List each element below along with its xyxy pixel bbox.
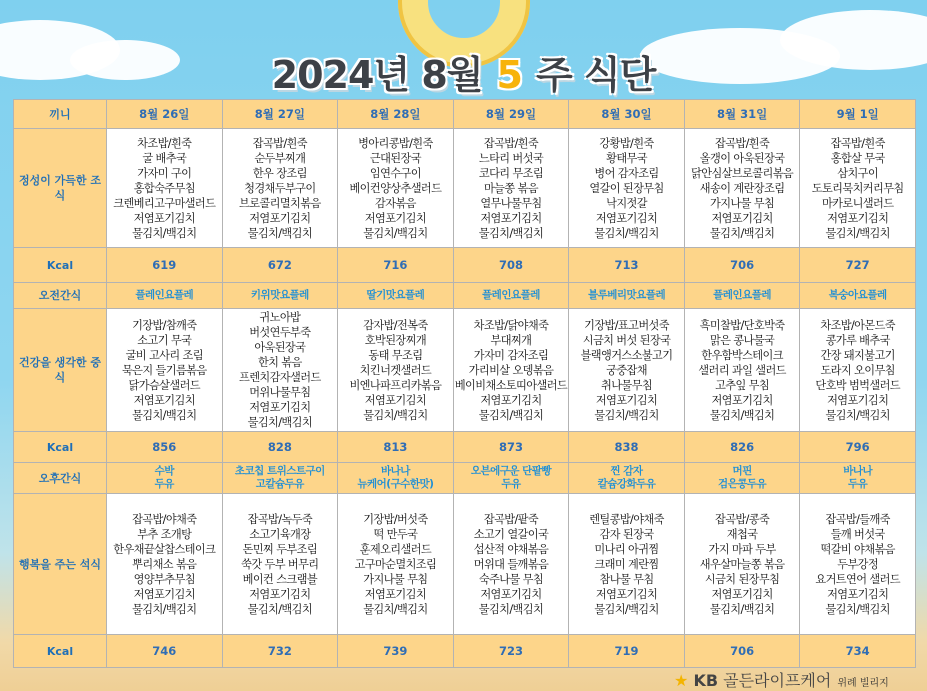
dinner-cell (222, 494, 338, 635)
menu-item: 묵은지 들기름볶음 (121, 363, 207, 377)
menu-item: 물김치/백김치 (825, 226, 890, 240)
menu-item: 임연수구이 (369, 166, 421, 180)
menu-item: 물김치/백김치 (363, 408, 428, 422)
menu-item: 크렌베리고구마샐러드 (113, 196, 216, 210)
morning-snack-cell: 플레인요플레 (684, 283, 800, 309)
menu-item: 잡곡밥/흰죽 (830, 136, 885, 150)
menu-item: 가지나물 무침 (363, 572, 428, 586)
branch-name: 위례 빌리지 (837, 678, 889, 689)
menu-item: 올갱이 아욱된장국 (699, 151, 785, 165)
morning-snack-cell: 블루베리맛요플레 (569, 283, 685, 309)
menu-item: 물김치/백김치 (709, 408, 775, 422)
menu-item: 베이컨 스크램블 (242, 572, 318, 586)
menu-item: 비엔나파프리카볶음 (349, 378, 442, 392)
menu-item: 호박된장찌개 (364, 333, 427, 347)
menu-item: 크래미 계란찜 (594, 557, 659, 571)
kcal-value: 734 (800, 635, 916, 668)
kcal-value: 723 (453, 635, 569, 668)
menu-item: 브로콜리멸치볶음 (239, 196, 321, 210)
lunch-cell (569, 309, 685, 432)
morning-snack-row (14, 283, 916, 309)
dinner-cell (338, 494, 454, 635)
menu-item: 굴비 고사리 조림 (125, 348, 203, 362)
weekly-menu-table (13, 99, 916, 668)
menu-item: 물김치/백김치 (363, 226, 428, 240)
menu-item: 흑미찰밥/단호박죽 (699, 318, 785, 332)
menu-item: 블랙앵거스소불고기 (580, 348, 673, 362)
menu-item: 잡곡밥/팥죽 (483, 512, 539, 526)
menu-item: 훈제오리샐러드 (359, 542, 432, 556)
menu-item: 저염포기김치 (133, 393, 195, 407)
menu-item: 부추 조개탕 (137, 527, 192, 541)
kcal-value: 706 (684, 248, 800, 283)
menu-item: 물김치/백김치 (709, 226, 775, 240)
menu-item: 칼슘강화두유 (597, 478, 656, 490)
menu-item: 고추잎 무침 (715, 378, 770, 392)
menu-item: 감자밥/전복죽 (363, 318, 428, 332)
morning-snack-cell: 복숭아요플레 (800, 283, 916, 309)
menu-item: 머위대 들깨볶음 (473, 557, 549, 571)
menu-item: 동태 무조림 (368, 348, 423, 362)
meal-header-label: 끼니 (14, 100, 107, 129)
menu-item: 섭산적 야채볶음 (473, 542, 549, 556)
menu-item: 저염포기김치 (711, 211, 773, 225)
menu-item: 물김치/백김치 (478, 408, 544, 422)
morning-snack-label: 오전간식 (14, 283, 107, 309)
menu-item: 가자미 감자조림 (473, 348, 549, 362)
menu-item: 영양부추무침 (133, 572, 195, 586)
lunch-cell (338, 309, 454, 432)
menu-item: 콩가루 배추국 (825, 333, 890, 347)
kcal-value: 739 (338, 635, 454, 668)
menu-item: 코다리 무조림 (478, 166, 544, 180)
menu-item: 차조밥/닭야채죽 (473, 318, 549, 332)
menu-item: 뿌리채소 볶음 (132, 557, 197, 571)
menu-item: 느타리 버섯국 (478, 151, 544, 165)
menu-item: 쑥갓 두부 버무리 (241, 557, 319, 571)
menu-item: 치킨너겟샐러드 (359, 363, 432, 377)
menu-item: 물김치/백김치 (709, 602, 775, 616)
menu-item: 저염포기김치 (249, 211, 311, 225)
kcal-value: 813 (338, 432, 454, 463)
menu-item: 뉴케어(구수한맛) (357, 478, 434, 490)
menu-item: 바나나 (843, 465, 873, 477)
day-header: 8월 30일 (569, 100, 685, 129)
menu-item: 홍합살 무국 (830, 151, 885, 165)
menu-item: 베이컨양상추샐러드 (349, 181, 442, 195)
menu-item: 시금치 버섯 된장국 (582, 333, 671, 347)
menu-item: 참나물 무침 (599, 572, 654, 586)
menu-item: 잡곡밥/콩죽 (714, 512, 770, 526)
menu-item: 바나나 (380, 465, 410, 477)
menu-item: 취나물무침 (601, 378, 653, 392)
menu-item: 소고기육개장 (249, 527, 311, 541)
dinner-row (14, 494, 916, 635)
menu-item: 저염포기김치 (827, 211, 889, 225)
lunch-cell (222, 309, 338, 432)
menu-item: 잡곡밥/녹두죽 (247, 512, 313, 526)
menu-item: 검은콩두유 (717, 478, 767, 490)
menu-item: 열갈이 된장무침 (589, 181, 664, 195)
menu-item: 물김치/백김치 (478, 602, 544, 616)
menu-item: 닭안심살브로콜리볶음 (691, 166, 794, 180)
menu-item: 감자 된장국 (599, 527, 654, 541)
menu-item: 재첩국 (726, 527, 758, 541)
menu-item: 요거트연어 샐러드 (815, 572, 900, 586)
kcal-value: 713 (569, 248, 685, 283)
day-header: 8월 31일 (684, 100, 800, 129)
menu-item: 차조밥/아몬드죽 (820, 318, 895, 332)
kcal-label: Kcal (14, 635, 107, 668)
dinner-cell (569, 494, 685, 635)
breakfast-cell (453, 129, 569, 248)
menu-item: 굴 배추국 (142, 151, 187, 165)
kcal-value: 727 (800, 248, 916, 283)
menu-item: 두유 (501, 478, 521, 490)
menu-item: 병아리콩밥/흰죽 (358, 136, 433, 150)
title-prefix: 2024년 8월 (271, 53, 483, 97)
menu-item: 오븐에구운 단팥빵 (470, 465, 552, 477)
breakfast-cell (222, 129, 338, 248)
kcal-value: 716 (338, 248, 454, 283)
menu-item: 새송이 계란장조림 (699, 181, 785, 195)
kcal-value: 746 (107, 635, 223, 668)
menu-item: 한우채끝살찹스테이크 (113, 542, 216, 556)
dinner-kcal-row (14, 635, 916, 668)
menu-item: 고구마순멸치조림 (354, 557, 437, 571)
dinner-label: 행복을 주는 석식 (14, 494, 107, 635)
day-header: 8월 26일 (107, 100, 223, 129)
brand-name: 골든라이프케어 (723, 671, 832, 690)
kcal-value: 828 (222, 432, 338, 463)
menu-item: 기장밥/표고버섯죽 (584, 318, 669, 332)
menu-item: 순두부찌개 (254, 151, 306, 165)
menu-item: 가리비살 오뎅볶음 (468, 363, 554, 377)
menu-item: 수박 (154, 465, 174, 477)
menu-item: 돈민찌 두부조림 (242, 542, 318, 556)
header-row (14, 100, 916, 129)
dinner-cell (800, 494, 916, 635)
kcal-value: 856 (107, 432, 223, 463)
menu-item: 두유 (848, 478, 868, 490)
kcal-label: Kcal (14, 248, 107, 283)
kcal-value: 732 (222, 635, 338, 668)
afternoon-snack-cell (222, 463, 338, 494)
menu-item: 가지나물 무침 (709, 196, 775, 210)
menu-item: 도토리묵치커리무침 (811, 181, 904, 195)
kcal-value: 838 (569, 432, 685, 463)
menu-item: 기장밥/버섯죽 (363, 512, 428, 526)
menu-item: 물김치/백김치 (132, 226, 197, 240)
menu-item: 아욱된장국 (254, 341, 306, 354)
menu-item: 물김치/백김치 (247, 226, 313, 240)
menu-item: 닭가슴살샐러드 (128, 378, 200, 392)
menu-item: 머핀 (732, 465, 752, 477)
menu-item: 떡갈비 야채볶음 (820, 542, 895, 556)
menu-item: 궁중잡채 (606, 363, 647, 377)
menu-item: 물김치/백김치 (594, 408, 659, 422)
menu-item: 열무나물무침 (480, 196, 542, 210)
menu-item: 물김치/백김치 (247, 416, 313, 429)
breakfast-cell (569, 129, 685, 248)
breakfast-cell (800, 129, 916, 248)
menu-item: 숙주나물 무침 (478, 572, 544, 586)
menu-item: 미나리 아귀찜 (594, 542, 659, 556)
menu-item: 샐러리 과일 샐러드 (698, 363, 786, 377)
kcal-value: 719 (569, 635, 685, 668)
menu-item: 물김치/백김치 (132, 602, 197, 616)
dinner-cell (107, 494, 223, 635)
dinner-cell (684, 494, 800, 635)
menu-item: 가지 마파 두부 (708, 542, 776, 556)
menu-item: 잡곡밥/흰죽 (252, 136, 307, 150)
menu-item: 저염포기김치 (480, 587, 542, 601)
menu-item: 프렌치감자샐러드 (239, 371, 321, 384)
menu-item: 물김치/백김치 (594, 602, 659, 616)
menu-item: 물김치/백김치 (478, 226, 544, 240)
kcal-value: 708 (453, 248, 569, 283)
menu-item: 저염포기김치 (711, 393, 773, 407)
menu-item: 저염포기김치 (364, 211, 427, 225)
kcal-value: 873 (453, 432, 569, 463)
lunch-label: 건강을 생각한 중식 (14, 309, 107, 432)
menu-item: 소고기 무국 (137, 333, 192, 347)
menu-item: 잡곡밥/흰죽 (714, 136, 770, 150)
menu-item: 잡곡밥/야채죽 (132, 512, 197, 526)
menu-item: 저염포기김치 (595, 393, 658, 407)
afternoon-snack-cell (800, 463, 916, 494)
menu-item: 병어 감자조림 (594, 166, 659, 180)
morning-snack-cell: 키위맛요플레 (222, 283, 338, 309)
menu-item: 도라지 오이무침 (820, 363, 895, 377)
menu-item: 저염포기김치 (133, 587, 195, 601)
menu-item: 부대찌개 (490, 333, 532, 347)
page-title (0, 44, 927, 96)
afternoon-snack-cell (569, 463, 685, 494)
menu-item: 두유 (154, 478, 174, 490)
menu-item: 한치 볶음 (257, 356, 302, 369)
breakfast-cell (338, 129, 454, 248)
brand-kb: KB (693, 671, 719, 690)
menu-item: 근대된장국 (369, 151, 421, 165)
menu-item: 물김치/백김치 (363, 602, 428, 616)
menu-item: 버섯연두부죽 (249, 326, 311, 339)
menu-item: 물김치/백김치 (132, 408, 197, 422)
menu-item: 물김치/백김치 (594, 226, 659, 240)
menu-item: 저염포기김치 (133, 211, 195, 225)
menu-item: 강황밥/흰죽 (599, 136, 654, 150)
menu-item: 새우살마늘쫑 볶음 (699, 557, 785, 571)
morning-snack-cell: 플레인요플레 (453, 283, 569, 309)
kcal-value: 826 (684, 432, 800, 463)
lunch-cell (684, 309, 800, 432)
menu-item: 저염포기김치 (595, 587, 658, 601)
menu-item: 홍합숙주무침 (133, 181, 195, 195)
kcal-value: 672 (222, 248, 338, 283)
menu-item: 마늘쫑 볶음 (483, 181, 538, 195)
day-header: 8월 28일 (338, 100, 454, 129)
menu-item: 렌틸콩밥/야채죽 (589, 512, 664, 526)
title-week-number: 5 (496, 53, 522, 97)
day-header: 8월 27일 (222, 100, 338, 129)
menu-item: 잡곡밥/흰죽 (483, 136, 539, 150)
afternoon-snack-row (14, 463, 916, 494)
menu-item: 차조밥/흰죽 (137, 136, 192, 150)
kcal-value: 796 (800, 432, 916, 463)
menu-item: 베이비채소토띠아샐러드 (454, 378, 568, 392)
menu-item: 청경채두부구이 (244, 181, 316, 195)
lunch-cell (800, 309, 916, 432)
kcal-label: Kcal (14, 432, 107, 463)
menu-item: 저염포기김치 (249, 401, 311, 414)
menu-item: 저염포기김치 (827, 587, 889, 601)
menu-item: 떡 만두국 (373, 527, 418, 541)
menu-item: 시금치 된장무침 (704, 572, 780, 586)
menu-item: 한우 장조림 (252, 166, 307, 180)
menu-item: 찐 감자 (610, 465, 643, 477)
menu-item: 저염포기김치 (249, 587, 311, 601)
menu-item: 귀노아밥 (259, 311, 301, 324)
footer-logo (674, 668, 889, 688)
lunch-row (14, 309, 916, 432)
kcal-value: 619 (107, 248, 223, 283)
afternoon-snack-cell (453, 463, 569, 494)
menu-item: 물김치/백김치 (825, 408, 890, 422)
menu-item: 저염포기김치 (827, 393, 889, 407)
menu-item: 황태무국 (606, 151, 647, 165)
afternoon-snack-cell (684, 463, 800, 494)
lunch-cell (453, 309, 569, 432)
menu-item: 두부강정 (837, 557, 879, 571)
breakfast-label: 정성이 가득한 조식 (14, 129, 107, 248)
menu-item: 맑은 콩나물국 (709, 333, 775, 347)
menu-item: 낙지젓갈 (606, 196, 647, 210)
kb-star-icon: ★ (674, 671, 689, 690)
lunch-kcal-row (14, 432, 916, 463)
menu-item: 저염포기김치 (711, 587, 773, 601)
menu-item: 기장밥/참깨죽 (132, 318, 197, 332)
breakfast-row (14, 129, 916, 248)
day-header: 9월 1일 (800, 100, 916, 129)
day-header: 8월 29일 (453, 100, 569, 129)
menu-item: 저염포기김치 (595, 211, 658, 225)
menu-item: 저염포기김치 (480, 393, 542, 407)
title-suffix: 주 식단 (535, 53, 656, 97)
kcal-value: 706 (684, 635, 800, 668)
breakfast-cell (107, 129, 223, 248)
menu-item: 고칼슘두유 (255, 478, 304, 490)
menu-item: 저염포기김치 (364, 587, 427, 601)
menu-item: 초코칩 트위스트구이 (234, 465, 325, 477)
menu-item: 간장 돼지불고기 (820, 348, 895, 362)
morning-snack-cell: 딸기맛요플레 (338, 283, 454, 309)
menu-item: 저염포기김치 (364, 393, 427, 407)
menu-item: 단호박 범벅샐러드 (815, 378, 900, 392)
menu-item: 감자볶음 (374, 196, 416, 210)
dinner-cell (453, 494, 569, 635)
menu-item: 마카로니샐러드 (821, 196, 894, 210)
afternoon-snack-cell (107, 463, 223, 494)
menu-item: 물김치/백김치 (247, 602, 313, 616)
afternoon-snack-cell (338, 463, 454, 494)
lunch-cell (107, 309, 223, 432)
menu-item: 삼치구이 (837, 166, 879, 180)
afternoon-snack-label: 오후간식 (14, 463, 107, 494)
morning-snack-cell: 플레인요플레 (107, 283, 223, 309)
breakfast-kcal-row (14, 248, 916, 283)
menu-item: 머위나물무침 (249, 386, 311, 399)
menu-item: 가자미 구이 (137, 166, 192, 180)
menu-item: 잡곡밥/들깨죽 (825, 512, 890, 526)
menu-item: 저염포기김치 (480, 211, 542, 225)
menu-item: 들깨 버섯국 (830, 527, 885, 541)
menu-item: 물김치/백김치 (825, 602, 890, 616)
breakfast-cell (684, 129, 800, 248)
menu-item: 한우함박스테이크 (701, 348, 783, 362)
menu-item: 소고기 열갈이국 (473, 527, 549, 541)
